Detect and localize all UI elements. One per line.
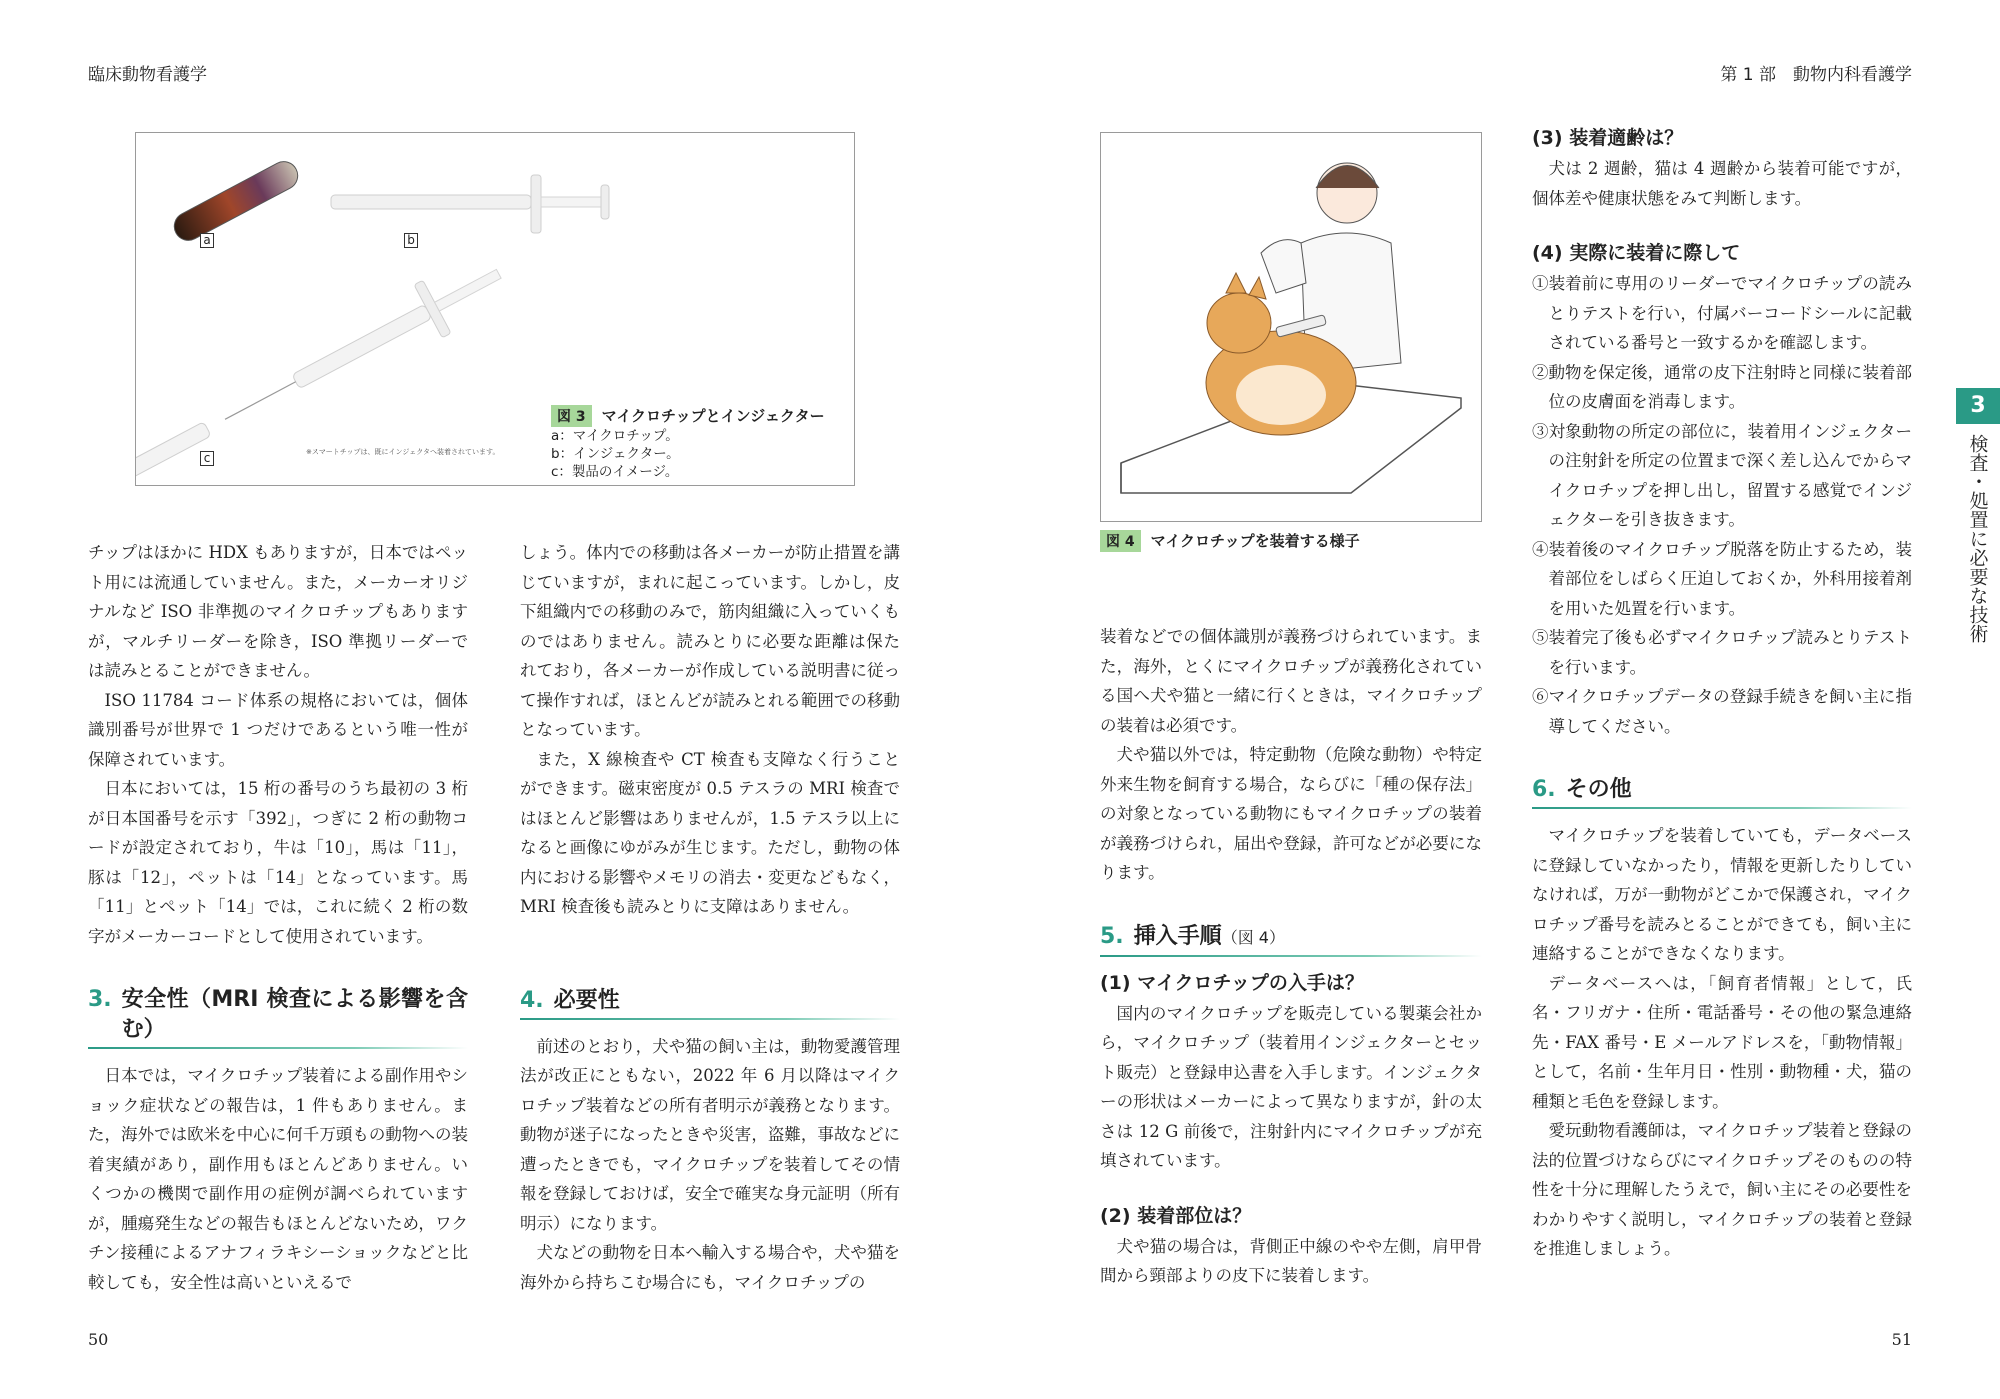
subheading-1: (1) マイクロチップの入手は？ [1100, 971, 1364, 994]
paragraph: 日本では，マイクロチップ装着による副作用やショック症状などの報告は，1 件もありません。また，海外では欧米を中心に何千万頭もの動物への装着実績があり，副作用もほとんどありません。いくつかの機関で副作用の症例が調べられていますが，腫瘍発生などの報告もほとんどないため，ワクチン接種によるアナフィラキシーショックなどと比較しても，安全性は高いといえるで [88, 1066, 468, 1292]
list-item: ②動物を保定後，通常の皮下注射時と同様に装着部位の皮膚面を消毒します。 [1532, 362, 1912, 411]
paragraph: マイクロチップを装着していても，データベースに登録していなかったり，情報を更新したりしていなければ，万が一動物がどこかで保護され，マイクロチップ番号を読みとることができても，飼い主に連絡することができなくなります。 [1532, 826, 1912, 963]
section-title: 安全性（MRI 検査による影響を含む） [121, 987, 468, 1042]
subheading-2: (2) 装着部位は？ [1100, 1204, 1252, 1227]
paragraph: 前述のとおり，犬や猫の飼い主は，動物愛護管理法が改正にともない，2022 年 6 月以降はマイクロチップ装着などの所有者明示が義務となります。動物が迷子になったときや災害，盗難，事故などに遭ったときでも，マイクロチップを装着してその情報を登録しておけば，安全で確実な身元証明（所有明示）になります。 [520, 1036, 900, 1233]
figure-3-caption-b: b：インジェクター。 [551, 446, 680, 462]
paragraph: また，X 線検査や CT 検査も支障なく行うことができます。磁束密度が 0.5 テスラの MRI 検査ではほとんど影響はありませんが，1.5 テスラ以上になると画像にゆがみが生じます。ただし，動物の体内における影響やメモリの消去・変更などもなく，MRI 検査後も読みとりに支障はありません。 [520, 749, 900, 916]
paragraph: データベースへは，「飼育者情報」として，氏名・フリガナ・住所・電話番号・その他の緊急連絡先・FAX 番号・E メールアドレスを，「動物情報」として，名前・生年月日・性別・動物種・犬，猫の種類と毛色を登録します。 [1532, 973, 1912, 1111]
section-number: 4. [520, 987, 544, 1013]
text-column-2 [520, 538, 900, 1297]
section-3-heading [88, 985, 468, 1049]
section-number: 5. [1100, 923, 1124, 949]
chapter-tab-number: 3 [1956, 388, 2000, 424]
page-number-right: 51 [1891, 1330, 1912, 1349]
injector-image [331, 175, 609, 233]
figure-4 [1100, 132, 1482, 522]
figure-4-title: マイクロチップを装着する様子 [1150, 532, 1360, 550]
section-title: その他 [1565, 777, 1632, 802]
figure-3-title: マイクロチップとインジェクター [601, 407, 825, 425]
figure-3-tag-c: c [200, 451, 214, 466]
figure-3 [135, 132, 855, 486]
paragraph: 愛玩動物看護師は，マイクロチップ装着と登録の法的位置づけならびにマイクロチップそのものの特性を十分に理解したうえで，飼い主にその必要性をわかりやすく説明し，マイクロチップの装着と登録を推進しましょう。 [1532, 1121, 1912, 1258]
paragraph: 犬や猫以外では，特定動物（危険な動物）や特定外来生物を飼育する場合，ならびに「種の保存法」の対象となっている動物にもマイクロチップの装着が義務づけられ，届出や登録，許可などが必要になります。 [1100, 745, 1483, 882]
paragraph: 日本においては，15 桁の番号のうち最初の 3 桁が日本国番号を示す「392」，つぎに 2 桁の動物コードが設定されており，牛は「10」，馬は「11」，豚は「12」，ペットは「14」となっています。馬「11」とペット「14」では，これに続く 2 桁の数字がメーカーコードとして使用されています。 [88, 779, 468, 946]
text-column-1 [88, 538, 468, 1297]
figure-3-label: 図 3 [551, 405, 592, 427]
list-item: ⑥マイクロチップデータの登録手続きを飼い主に指導してください。 [1532, 687, 1912, 736]
section-number: 3. [88, 987, 112, 1012]
chip-insertion-illustration [1101, 133, 1481, 521]
list-item: ①装着前に専用のリーダーでマイクロチップの読みとりテストを行い，付属バーコードシールに記載されている番号と一致するかを確認します。 [1532, 274, 1912, 352]
subheading-3: (3) 装着適齢は？ [1532, 127, 1684, 149]
paragraph: しょう。体内での移動は各メーカーが防止措置を講じていますが，まれに起こっています。しかし，皮下組織内での移動のみで，筋肉組織に入っていくものではありません。読みとりに必要な距離は保たれており，各メーカーが作成している説明書に従って操作すれば，ほとんどが読みとれる範囲での移動となっています。 [520, 543, 900, 739]
figure-4-caption [1100, 530, 1360, 552]
section-title: 必要性 [553, 987, 620, 1013]
section-5-heading [1100, 922, 1482, 957]
list-item: ④装着後のマイクロチップ脱落を防止するため，装着部位をしばらく圧迫しておくか，外科用接着剤を用いた処置を行います。 [1532, 539, 1912, 618]
page-number-left: 50 [88, 1330, 109, 1349]
chapter-side-tab [1956, 388, 2000, 643]
list-item: ⑤装着完了後も必ずマイクロチップ読みとりテストを行います。 [1532, 628, 1912, 677]
section-6-heading [1532, 775, 1912, 809]
figure-3-caption-c: c：製品のイメージ。 [551, 464, 679, 480]
figure-4-label: 図 4 [1100, 530, 1141, 552]
paragraph: 犬は 2 週齢，猫は 4 週齢から装着可能ですが，個体差や健康状態をみて判断します。 [1532, 159, 1912, 208]
paragraph: 犬などの動物を日本へ輸入する場合や，犬や猫を海外から持ちこむ場合にも，マイクロチップの [520, 1243, 900, 1292]
section-4-heading [520, 956, 900, 1020]
figure-3-caption-a: a：マイクロチップ。 [551, 428, 679, 444]
running-header-left: 臨床動物看護学 [88, 65, 207, 85]
list-item: ③対象動物の所定の部位に，装着用インジェクターの注射針を所定の位置まで深く差し込んでからマイクロチップを押し出し，留置する感覚でインジェクターを引き抜きます。 [1532, 421, 1912, 529]
paragraph: 装着などでの個体識別が義務づけられています。また，海外，とくにマイクロチップが義務化されている国へ犬や猫と一緒に行くときは，マイクロチップの装着は必須です。 [1100, 627, 1482, 735]
section-number: 6. [1532, 777, 1556, 802]
figure-3-note: ※スマートチップは、既にインジェクタへ装着されています。 [306, 448, 500, 456]
subheading-4: (4) 実際に装着に際して [1532, 242, 1741, 264]
paragraph: チップはほかに HDX もありますが，日本ではペット用には流通していません。また，メーカーオリジナルなど ISO 非準拠のマイクロチップもありますが，マルチリーダーを除き，ISO 準拠リーダーでは読みとることができません。 [88, 543, 468, 680]
figure-3-tag-a: a [200, 233, 214, 248]
paragraph: ISO 11784 コード体系の規格においては，個体識別番号が世界で 1 つだけであるという唯一性が保障されています。 [88, 690, 468, 769]
section-title: 挿入手順 [1133, 923, 1222, 949]
paragraph: 犬や猫の場合は，背側正中線のやや左側，肩甲骨間から頸部よりの皮下に装着します。 [1100, 1236, 1482, 1285]
section-figure-ref: （図 4） [1221, 927, 1285, 947]
running-header-right: 第 1 部 動物内科看護学 [1720, 65, 1912, 85]
figure-3-tag-b: b [404, 233, 418, 248]
paragraph: 国内のマイクロチップを販売している製薬会社から，マイクロチップ（装着用インジェクターとセット販売）と登録申込書を入手します。インジェクターの形状はメーカーによって異なりますが，針の太さは 12 G 前後で，注射針内にマイクロチップが充填されています。 [1100, 1003, 1482, 1170]
text-column-4 [1532, 124, 1912, 1264]
figure-3-caption [551, 405, 841, 481]
microchip-image [169, 157, 302, 246]
chapter-tab-title: 検査・処置に必要な技術 [1966, 434, 1989, 643]
text-column-3 [1100, 622, 1482, 1291]
